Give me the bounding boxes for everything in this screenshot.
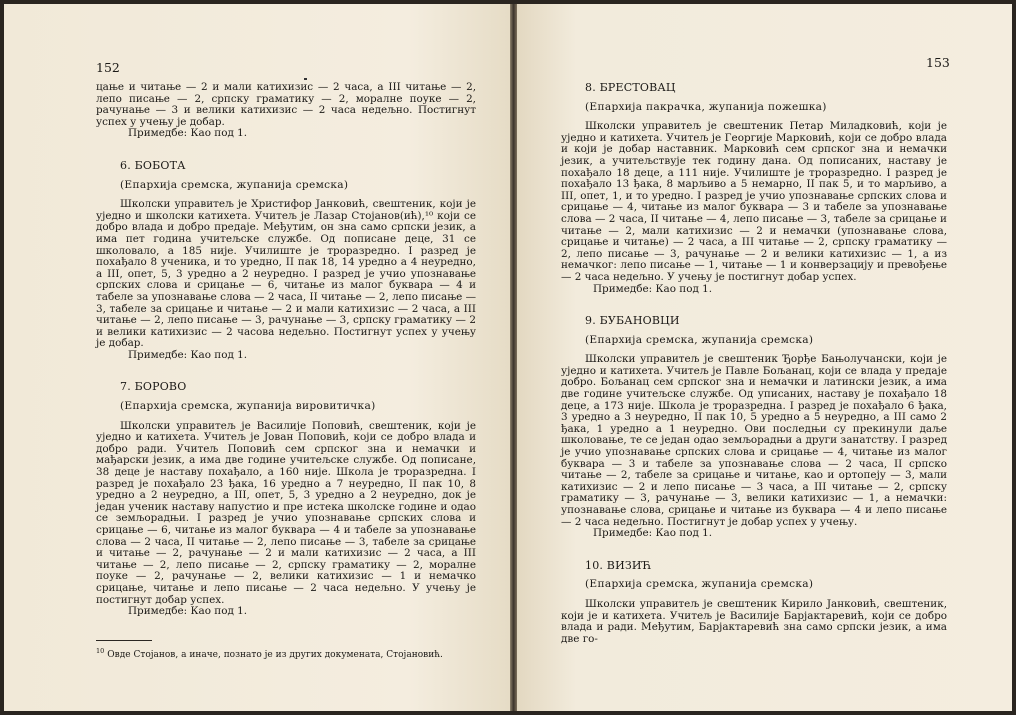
footnote-rule: [96, 640, 152, 641]
section-subheading-vizic: (Епархија сремска, жупанија сремска): [585, 578, 814, 591]
paragraph-borovo: Школски управитељ је Василије Поповић, свештеник, који је уједно и катихета. Учитељ је Јован Поповић, који се добро влада и добро ради. Учитељ Поповић сем српског зна и немачки и мађарски језик, а има две године учитељске службе. Од пописане, 38 деце је наставу похађало, а 160 није. Школа је троразредна. I разред је похађало 23 ђака, 16 уредно а 7 неуредно, II пак 10, 8 уредно а 2 неуредно, а III, опет, 5, 3 уредно а 2 неуредно, док је један ученик наставу напустио и пре истека школске године и одао се земљорадњи. I разред је учио упознавање српских слова и срицање — 6, читање из малог буквара — 4 и табеле за упознавање слова — 2 часа, II читање — 2, лепо писање — 3, табеле за срицање и читање — 2, рачунање — 2 и мали катихизис — 2 часа, а III читање — 2, лепо писање — 2, српску граматику — 2, моралне поуке — 2, рачунање — 2, велики катихизис — 1 и немачко срицање, читање и лепо писање — 2 часа недељно. У учењу је постигнут добар успех.: [96, 419, 476, 606]
right-page: [517, 4, 1012, 711]
page-number: 152: [96, 60, 120, 75]
remarks-line: Примедбе: Као под 1.: [128, 348, 248, 361]
section-subheading-borovo: (Епархија сремска, жупанија вировитичка): [120, 400, 376, 413]
section-heading-bubanovci: 9. БУБАНОВЦИ: [585, 314, 680, 328]
left-page: [4, 4, 510, 711]
paragraph-bubanovci: Школски управитељ је свештеник Ђорђе Бањолучански, који је уједно и катихета. Учитељ је Павле Бољанац, који се влада у предаје добро. Бољанац сем српског зна и немачки и латински језик, а има две године учитељске службе. Од уписаних, наставу је похађало 18 деце, а 173 није. Школа је троразредна. I разред је похађало 6 ђака, 3 уредно а 3 неуредно, II пак 10, 5 уредно а 5 неуредно, а III само 2 ђака, 1 уредно а 1 неуредно. Ови последњи су прекинули даље школовање, те се један одао земљорадњи а други занатству. I разред је учио упознавање српских слова и срицање — 4, читање из малог буквара — 3 и табеле за упознавање слова — 2 часа, II српско читање — 2, табеле за срицање и читање, као и ортопеју — 3, мали катихизис — 2 и лепо писање — 3 часа, а III читање — 2, српску граматику — 3, рачунање — 3, велики катихизис — 1, а немачки: упознавање слова, срицање и читање из буквара — 4 и лепо писање — 2 часа недељно. Постигнут је добар успех у учењу.: [561, 353, 947, 528]
right-text-column: [561, 82, 947, 645]
book-gutter: [510, 4, 517, 711]
section-subheading-brestovac: (Епархија пакрачка, жупанија пожешка): [585, 100, 827, 113]
section-subheading-bubanovci: (Епархија сремска, жупанија сремска): [585, 333, 814, 346]
printer-mark: [304, 78, 307, 80]
remarks-line: Примедбе: Као под 1.: [593, 282, 713, 295]
section-subheading-bobota: (Епархија сремска, жупанија сремска): [120, 178, 349, 191]
continuation-paragraph: цање и читање — 2 и мали катихизис — 2 часа, а III читање — 2, лепо писање — 2, српску граматику — 2, моралне поуке — 2, рачунање — 3 и велики катихизис — 2 часа недељно. Постигнут успех у учењу је добар.: [96, 81, 476, 128]
paragraph-bobota: Школски управитељ је Христифор Јанковић, свештеник, који је уједно и школски катихета. Учитељ је Лазар Стојанов(ић),¹⁰ који се добро влада и добро предаје. Међутим, он зна само српски језик, а има пет година учитељске службе. Од пописане деце, 31 се школовало, а 185 није. Училиште је троразредно. I разред је похађало 8 ученика, и то уредно, II пак 18, 14 уредно а 4 неуредно, а III, опет, 5, 3 уредно а 2 неуредно. I разред је учио упознавање српских слова и срицање — 6, читање из малог буквара — 4 и табеле за упознавање слова — 2 часа, II читање — 2, лепо писање — 3, табеле за срицање и читање — 2 и мали катихизис — 2 часа, а III читање — 2, лепо писање — 3, рачунање — 3, српску граматику — 2 и велики катихизис — 2 часова недељно. Постигнут успех у учењу је добар.: [96, 198, 476, 350]
section-heading-vizic: 10. ВИЗИЋ: [585, 558, 652, 572]
footnote-mark: 10: [96, 647, 105, 655]
left-text-column: [96, 82, 476, 618]
section-heading-brestovac: 8. БРЕСТОВАЦ: [585, 81, 676, 94]
remarks-line: Примедбе: Као под 1.: [128, 605, 248, 618]
footnote-text: Овде Стојанов, а иначе, познато је из других докумената, Стојановић.: [107, 650, 443, 660]
section-heading-borovo: 7. БОРОВО: [120, 380, 187, 394]
paragraph-brestovac: Школски управитељ је свештеник Петар Миладковић, који је уједно и катихета. Учитељ је Георгије Марковић, који се добро влада и који је добар наставник. Марковић сем српског зна и немачки језик, а учитељствује тек годину дана. Од пописаних, наставу је похађало 18 деце, а 111 није. Училиште је троразредно. I разред је похађало 13 ђака, 8 марљиво а 5 немарно, II пак 5, и то марљиво, а III, опет, 1, и то уредно. I разред је учио упознавање српских слова и срицање — 4, читање из малог буквара — 3 и табеле за упознавање слова — 2 часа, II читање — 4, лепо писање — 3, табеле за срицање и читање — 2, мали катихизис — 2 и немачки (упознавање слова, срицање и читање) — 2 часа, а III читање — 2, српску граматику — 2, лепо писање — 3, рачунање — 2 и велики катихизис — 1, а из немачког: лепо писање — 1, читање — 1 и конверзацију и превођење — 2 часа недељно. У учењу је постигнут добар успех.: [561, 120, 947, 283]
remarks-line: Примедбе: Као под 1.: [128, 127, 248, 140]
book-spread: [4, 4, 1012, 711]
section-heading-bobota: 6. БОБОТА: [120, 158, 186, 172]
remarks-line: Примедбе: Као под 1.: [593, 527, 713, 540]
footnote: [96, 646, 476, 661]
page-number: 153: [926, 55, 950, 70]
paragraph-vizic: Школски управитељ је свештеник Кирило Јанковић, свештеник, који је и катихета. Учитељ је Василије Барјактаревић, који се добро влада и ради. Међутим, Барјактаревић зна само српски језик, а има две го-: [561, 597, 947, 645]
